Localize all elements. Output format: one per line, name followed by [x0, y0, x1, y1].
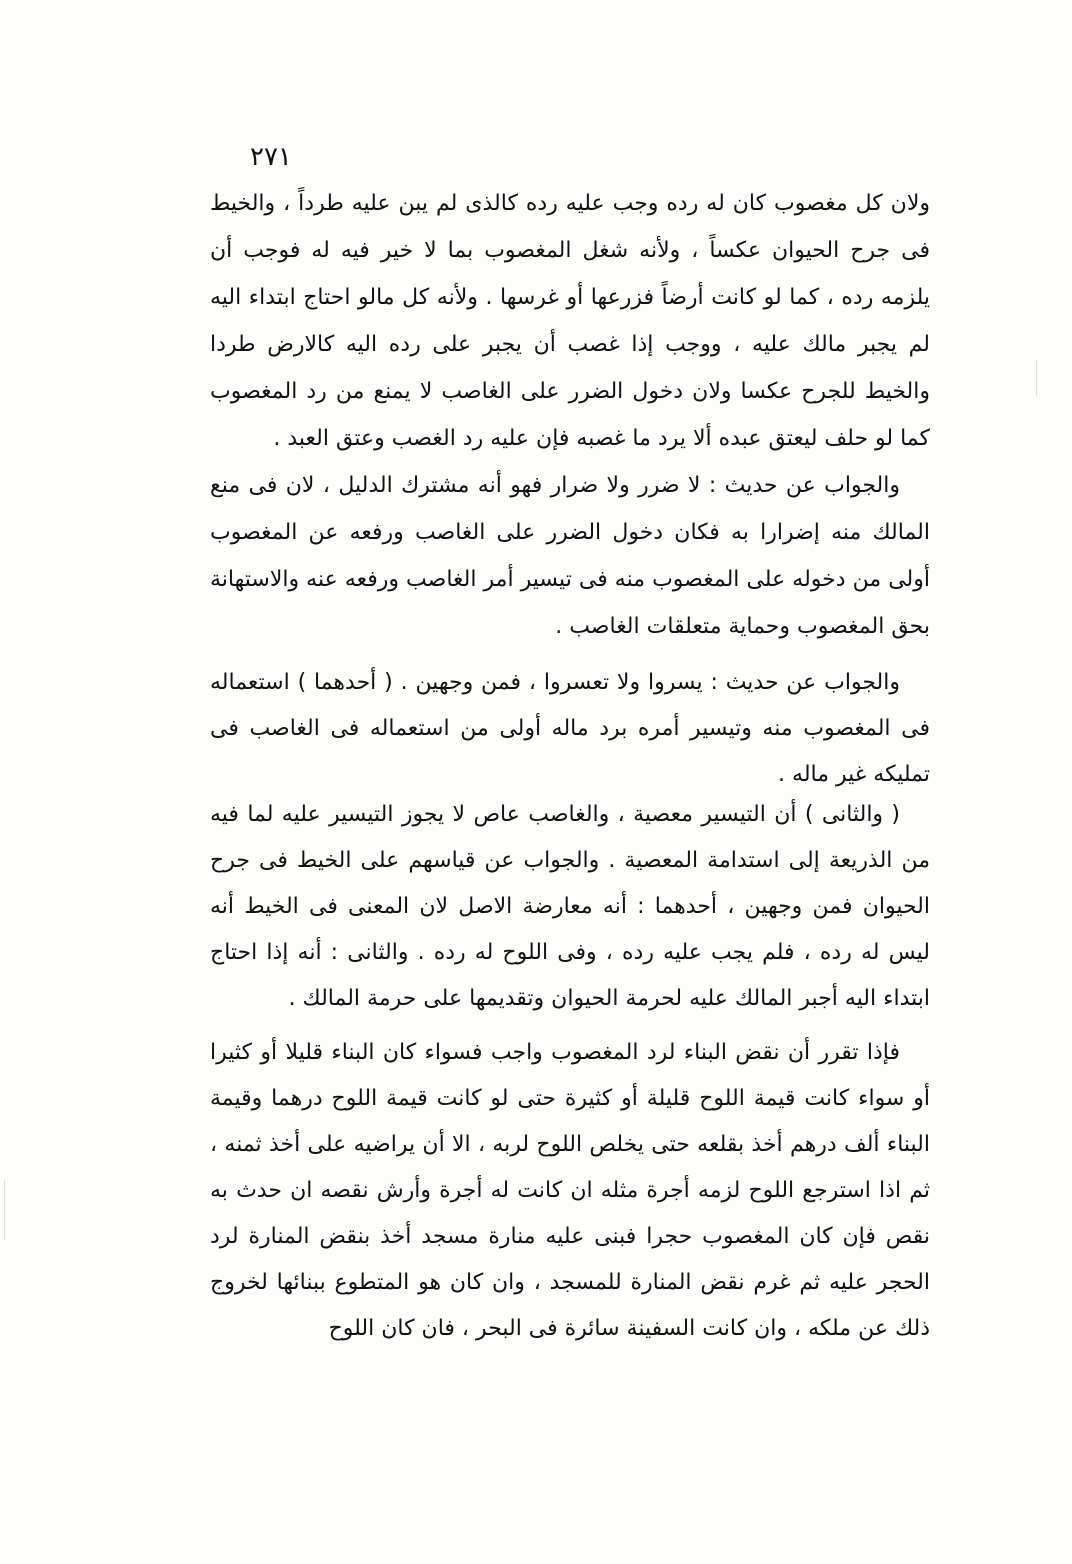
paragraph-text: فإذا تقرر أن نقض البناء لرد المغصوب واجب فسواء كان البناء قليلا أو كثيرا أو سواء كانت قيمة اللوح قليلة أو كثيرة حتى لو كانت قيمة اللوح درهما وقيمة البناء ألف درهم أخذ بقلعه حتى يخلص اللوح لربه ، الا أن يراضيه على أخذ ثمنه ، ثم اذا استرجع اللوح لزمه أجرة مثله ان كانت له أجرة وأرش نقصه ان حدث به نقص فإن كان المغصوب حجرا فبنى عليه منارة مسجد أخذ بنقض المنارة لرد الحجر عليه ثم غرم نقض المنارة للمسجد ، وان كان هو المتطوع ببنائها لخروج ذلك عن ملكه ، وان كانت السفينة سائرة فى البحر ، فان كان اللوح	[210, 1040, 930, 1341]
paragraph-text: ( والثانى ) أن التيسير معصية ، والغاصب عاص لا يجوز التيسير عليه لما فيه من الذريعة إلى استدامة المعصية . والجواب عن قياسهم على الخيط فى جرح الحيوان فمن وجهين ، أحدهما : أنه معارضة الاصل لان المعنى فى الخيط أنه ليس له رده ، فلم يجب عليه رده ، وفى اللوح له رده . والثانى : أنه إذا احتاج ابتداء اليه أجبر المالك عليه لحرمة الحيوان وتقديمها على حرمة المالك .	[210, 802, 930, 1011]
paragraph-4	[210, 792, 930, 1022]
paragraph-text: والجواب عن حديث : يسروا ولا تعسروا ، فمن وجهين . ( أحدهما ) استعماله فى المغصوب منه وتيسير أمره برد ماله أولى من استعماله فى الغاصب فى تمليكه غير ماله .	[210, 670, 930, 787]
paragraph-text: ولان كل مغصوب كان له رده وجب عليه رده كالذى لم يبن عليه طرداً ، والخيط فى جرح الحيوان عكساً ، ولأنه شغل المغصوب بما لا خير فيه له فوجب أن يلزمه رده ، كما لو كانت أرضاً فزرعها أو غرسها . ولأنه كل مالو احتاج ابتداء اليه لم يجبر مالك عليه ، ووجب إذا غصب أن يجبر على رده اليه كالارض طردا والخيط للجرح عكسا ولان دخول الضرر على الغاصب لا يمنع من رد المغصوب كما لو حلف ليعتق عبده ألا يرد ما غصبه فإن عليه رد الغصب وعتق العبد .	[210, 191, 930, 451]
paragraph-text: والجواب عن حديث : لا ضرر ولا ضرار فهو أنه مشترك الدليل ، لان فى منع المالك منه إضرارا به فكان دخول الضرر على الغاصب ورفعه عن المغصوب أولى من دخوله على المغصوب منه فى تيسير أمر الغاصب ورفعه عنه والاستهانة بحق المغصوب وحماية متعلقات الغاصب .	[210, 473, 930, 639]
scan-artifact	[1036, 360, 1037, 396]
paragraph-2	[210, 462, 930, 650]
paragraph-5	[210, 1030, 930, 1352]
page-number: ٢٧١	[250, 142, 292, 172]
paragraph-3	[210, 660, 930, 798]
paragraph-1	[210, 180, 930, 462]
scan-artifact	[4, 1180, 5, 1240]
